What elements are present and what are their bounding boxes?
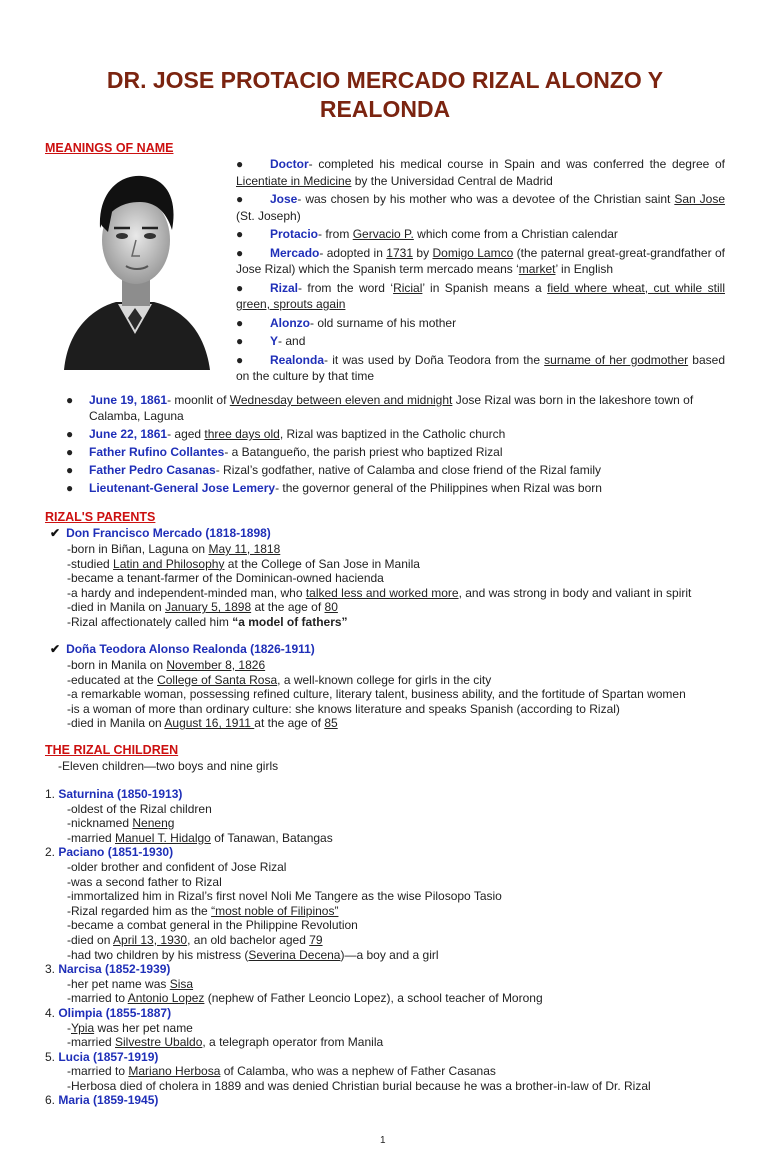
page-title: DR. JOSE PROTACIO MERCADO RIZAL ALONZO Y REALONDA [106,67,664,122]
birth-facts-list [66,392,726,498]
mother-heading: ✔ Doña Teodora Alonso Realonda (1826-1911) [50,642,315,656]
mother-details: -born in Manila on November 8, 1826 -educated at the College of Santa Rosa, a well-known college for girls in the city -a remarkable woman, possessing refined culture, literary talent, business ability, and the fortitude of Spartan women -is a woman of more than ordinary culture: she knows literature and speaks Spanish (according to Rizal) -died in Manila on August 16, 1911 at the age of 85 [67,658,686,731]
meaning-item: ● Alonzo- old surname of his mother [236,315,457,330]
meaning-item: ● Doctor- completed his medical course in Spain and was conferred the degree of Licentiate in Medicine by the Universidad Central de Madrid [236,157,725,188]
section-heading-parents: RIZAL'S PARENTS [45,510,156,524]
section-heading-children: THE RIZAL CHILDREN [45,743,179,757]
children-list: 1. Saturnina (1850-1913) -oldest of the Rizal children -nicknamed Neneng -married Manuel T. Hidalgo of Tanawan, Batangas 2. Paciano (1851-1930) -older brother and confident of Jose Rizal -was a second father to Rizal -immortalized him in Rizal’s first novel Noli Me Tangere as the wise Pilosopo Tasio -Rizal regarded him as the “most noble of Filipinos” -became a combat general in the Philippine Revolution -died on April 13, 1930, an old bachelor aged 79 -had two children by his mistress (Severina Decena)—a boy and a girl 3. Narcisa (1852-1939) -her pet name was Sisa -married to Antonio Lopez (nephew of Father Leoncio Lopez), a school teacher of Morong 4. Olimpia (1855-1887) -Ypia was her pet name -married Silvestre Ubaldo, a telegraph operator from Manila 5. Lucia (1857-1919) -married to Mariano Herbosa of Calamba, who was a nephew of Father Casanas -Herbosa died of cholera in 1889 and was denied Christian burial because he was a brother-in-law of Dr. Rizal 6. Maria (1859-1945) [45,787,651,1108]
meaning-item: ● Rizal- from the word ‘Ricial’ in Spanish means a field where wheat, cut while still green, sprouts again [236,280,725,311]
checkmark-icon: ✔ [50,642,61,656]
fact-item: ● Father Rufino Collantes- a Batangueño, the parish priest who baptized Rizal [66,445,503,459]
fact-item: ● June 19, 1861- moonlit of Wednesday between eleven and midnight Jose Rizal was born in the lakeshore town of Calamba, Laguna [66,393,694,423]
meaning-item: ● Protacio- from Gervacio P. which come from a Christian calendar [236,227,618,241]
section-heading-meanings: MEANINGS OF NAME [45,141,174,155]
page-number: 1 [380,1135,386,1146]
meaning-item: ● Mercado- adopted in 1731 by Domigo Lamco (the paternal great-great-grandfather of Jose Rizal) which the Spanish term mercado means ‘market’ in English [236,245,726,276]
father-details: -born in Biñan, Laguna on May 11, 1818 -studied Latin and Philosophy at the College of San Jose in Manila -became a tenant-farmer of the Dominican-owned hacienda -a hardy and independent-minded man, who talked less and worked more, and was strong in body and valiant in spirit -died in Manila on January 5, 1898 at the age of 80 -Rizal affectionately called him “a model of fathers” [67,542,692,629]
fact-item: ● June 22, 1861- aged three days old, Rizal was baptized in the Catholic church [66,427,506,441]
meaning-item: ● Jose- was chosen by his mother who was a devotee of the Christian saint San Jose (St. Joseph) [236,192,725,223]
fact-item: ● Father Pedro Casanas- Rizal’s godfather, native of Calamba and close friend of the Rizal family [66,463,602,477]
children-intro: -Eleven children—two boys and nine girls [58,759,279,773]
portrait-photo [54,158,216,370]
meaning-item: ● Realonda- it was used by Doña Teodora from the surname of her godmother based on the culture by that time [236,352,725,383]
meaning-item: ● Y- and [236,334,306,348]
checkmark-icon: ✔ [50,526,61,540]
father-heading: ✔ Don Francisco Mercado (1818-1898) [50,526,271,540]
fact-item: ● Lieutenant-General Jose Lemery- the governor general of the Philippines when Rizal was born [66,481,602,495]
name-meanings-list [236,156,725,387]
